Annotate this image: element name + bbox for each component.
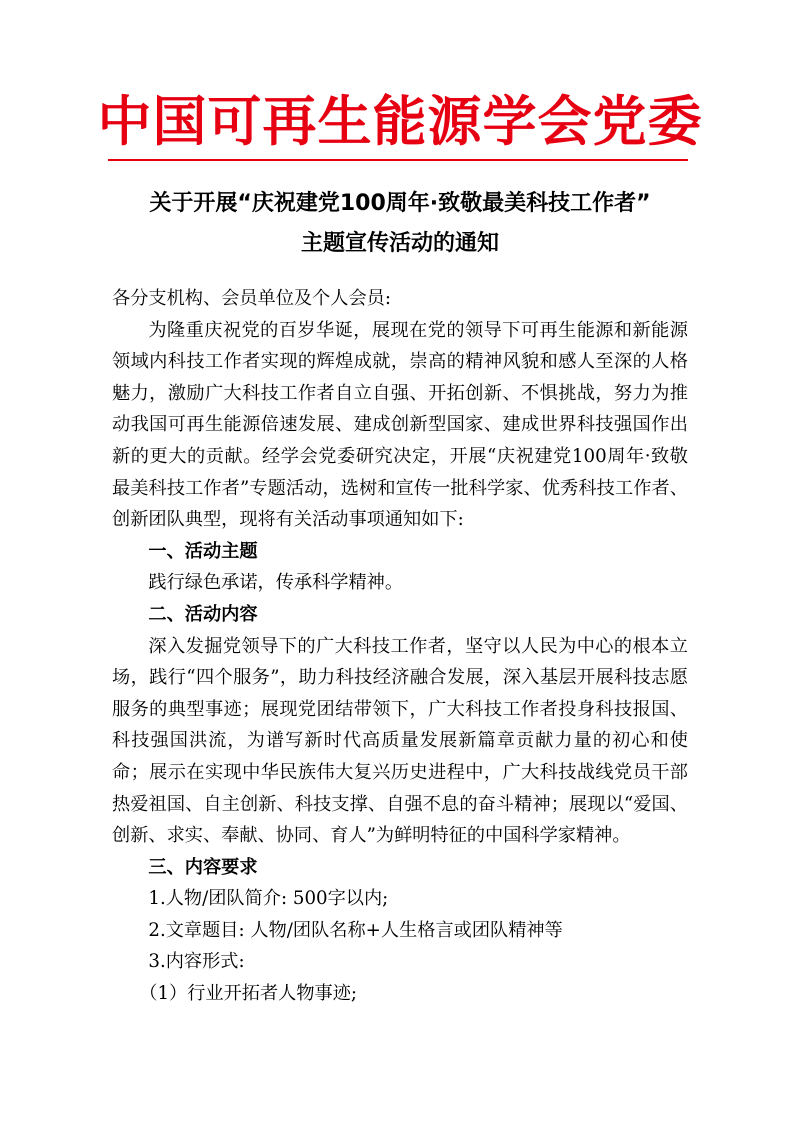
- section-text-theme: 践行绿色承诺，传承科学精神。: [148, 572, 404, 594]
- section-heading-theme: 一、活动主题: [148, 540, 258, 562]
- requirement-item-1: 1.人物/团队简介: 500字以内;: [148, 888, 389, 910]
- section-heading-requirements: 三、内容要求: [148, 856, 258, 878]
- masthead-title: 中国可再生能源学会党委: [97, 89, 703, 153]
- requirement-item-2: 2.文章题目: 人物/团队名称+人生格言或团队精神等: [148, 919, 563, 941]
- section-heading-content: 二、活动内容: [148, 603, 258, 625]
- salutation: 各分支机构、会员单位及个人会员:: [112, 288, 391, 309]
- notice-title-line1: 关于开展“庆祝建党100周年·致敬最美科技工作者”: [149, 191, 651, 216]
- notice-title-line2: 主题宣传活动的通知: [300, 231, 499, 256]
- masthead-rule: [108, 159, 688, 161]
- section-text-content: 深入发掘党领导下的广大科技工作者，坚守以人民为中心的根本立场，践行“四个服务”，助力科技经济融合发展，深入基层开展科技志愿服务的典型事迹；展现党团结带领下，广大科技工作者投身科技报国、科技强国洪流，为谱写新时代高质量发展新篇章贡献力量的初心和使命；展示在实现中华民族伟大复兴历史进程中，广大科技战线党员干部热爱祖国、自主创新、科技支撑、自强不息的奋斗精神；展现以“爱国、创新、求实、奉献、协同、育人”为鲜明特征的中国科学家精神。: [112, 635, 688, 847]
- requirement-item-3: 3.内容形式:: [148, 951, 245, 973]
- document-body: [112, 283, 688, 1010]
- intro-paragraph: 为隆重庆祝党的百岁华诞，展现在党的领导下可再生能源和新能源领域内科技工作者实现的辉煌成就，崇高的精神风貌和感人至深的人格魅力，激励广大科技工作者自立自强、开拓创新、不惧挑战，努力为推动我国可再生能源倍速发展、建成创新型国家、建成世界科技强国作出新的更大的贡献。经学会党委研究决定，开展“庆祝建党100周年·致敬最美科技工作者”专题活动，选树和宣传一批科学家、优秀科技工作者、创新团队典型，现将有关活动事项通知如下:: [112, 319, 688, 531]
- requirement-item-4: （1）行业开拓者人物事迹;: [139, 983, 358, 1005]
